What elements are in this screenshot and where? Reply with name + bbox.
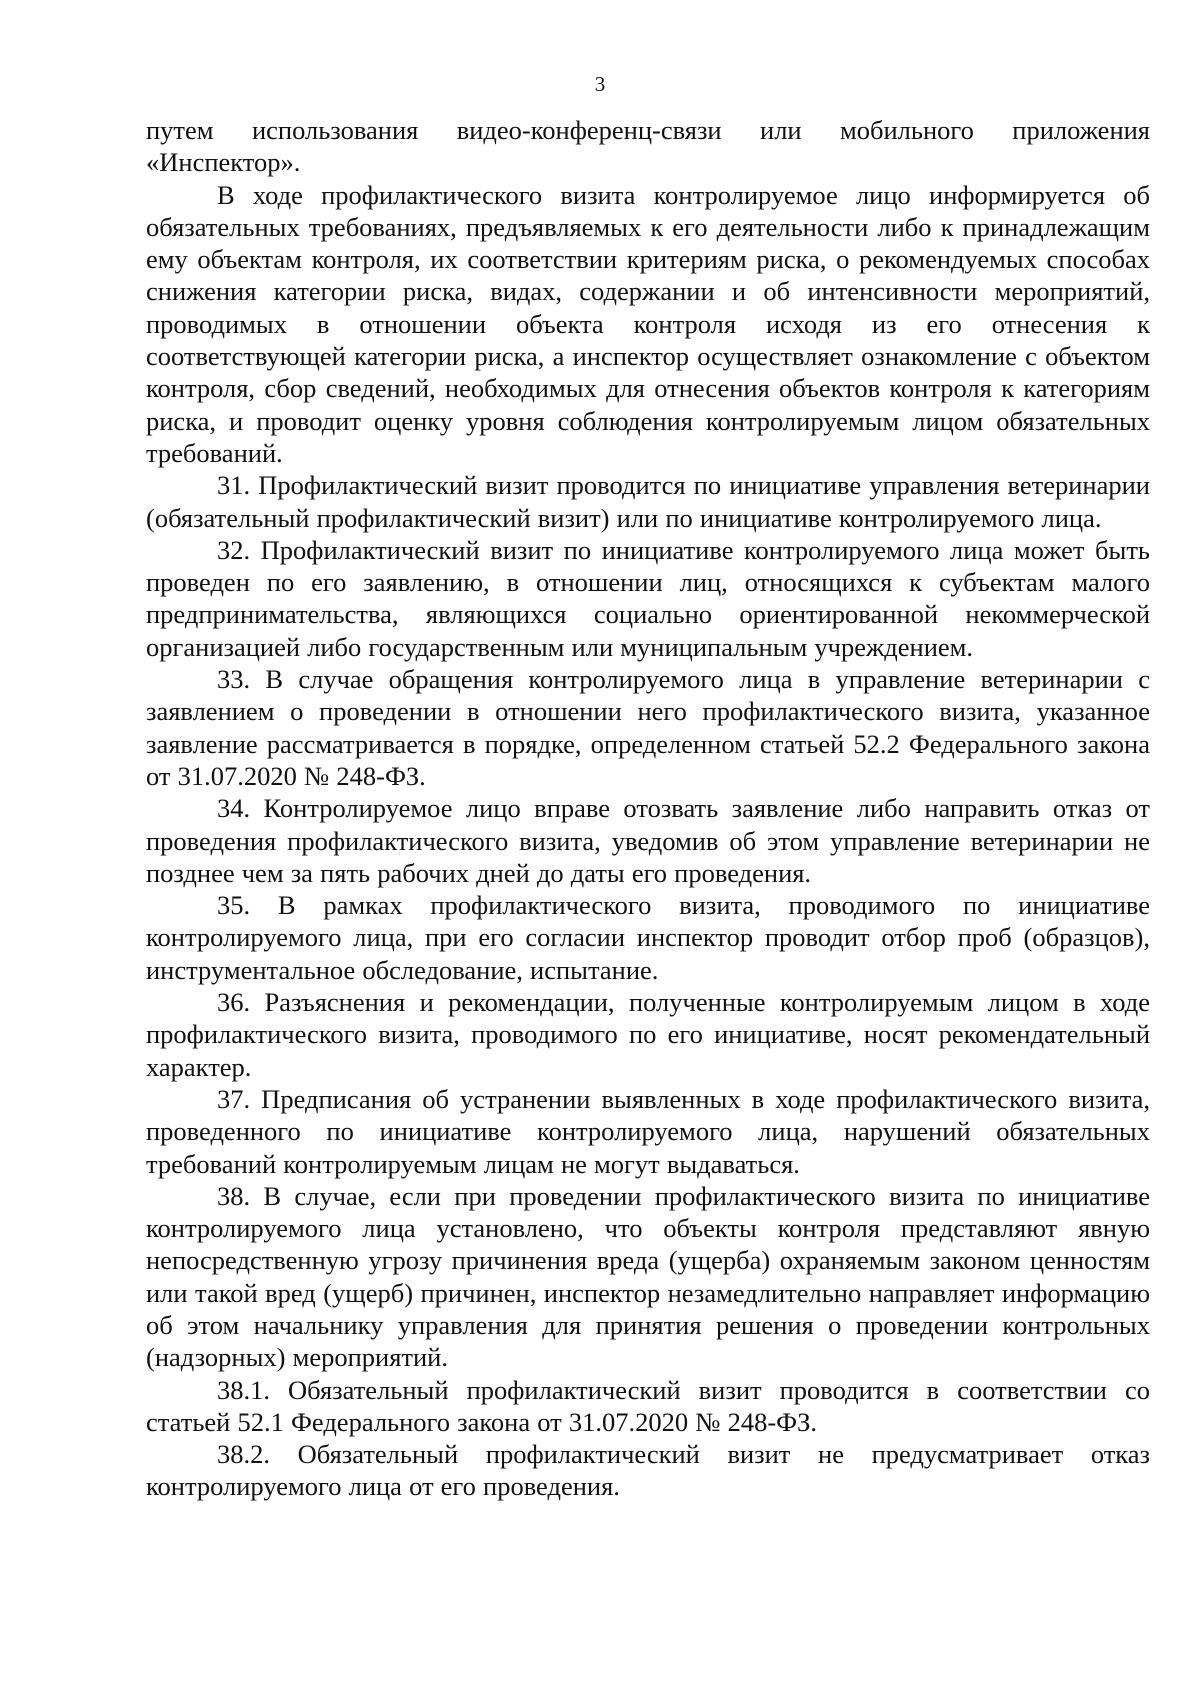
page-number: 3 [594, 72, 606, 96]
paragraph-38-1: 38.1. Обязательный профилактический визит проводится в соответствии со статьей 52.1 Федерального закона от 31.07.2020 № 248-ФЗ. [146, 1374, 1150, 1437]
paragraph-37: 37. Предписания об устранении выявленных в ходе профилактического визита, проведенного по инициативе контролируемого лица, нарушений обязательных требований контролируемым лицам не могут выдаваться. [146, 1083, 1150, 1179]
paragraph-31: 31. Профилактический визит проводится по инициативе управления ветеринарии (обязательный профилактический визит) или по инициативе контролируемого лица. [146, 470, 1150, 533]
paragraph-35: 35. В рамках профилактического визита, проводимого по инициативе контролируемого лица, при его согласии инспектор проводит отбор проб (образцов), инструментальное обследование, испытание. [146, 890, 1150, 985]
paragraph-visit-info: В ходе профилактического визита контролируемое лицо информируется об обязательных требованиях, предъявляемых к его деятельности либо к принадлежащим ему объектам контроля, их соответствии критериям риска, о рекомендуемых способах снижения категории риска, видах, содержании и об интенсивности мероприятий, проводимых в отношении объекта контроля исходя из его отнесения к соответствующей категории риска, а инспектор осуществляет ознакомление с объектом контроля, сбор сведений, необходимых для отнесения объектов контроля к категориям риска, и проводит оценку уровня соблюдения контролируемым лицом обязательных требований. [146, 179, 1150, 468]
paragraph-33: 33. В случае обращения контролируемого лица в управление ветеринарии с заявлением о проведении в отношении него профилактического визита, указанное заявление рассматривается в порядке, определенном статьей 52.2 Федерального закона от 31.07.2020 № 248-ФЗ. [146, 664, 1150, 791]
paragraph-32: 32. Профилактический визит по инициативе контролируемого лица может быть проведен по его заявлению, в отношении лиц, относящихся к субъектам малого предпринимательства, являющихся социально ориентированной некоммерческой организацией либо государственным или муниципальным учреждением. [146, 534, 1150, 662]
document-body [146, 114, 1150, 1503]
paragraph-36: 36. Разъяснения и рекомендации, полученные контролируемым лицом в ходе профилактического визита, проводимого по его инициативе, носят рекомендательный характер. [146, 987, 1150, 1082]
paragraph-38-2: 38.2. Обязательный профилактический визит не предусматривает отказ контролируемого лица от его проведения. [146, 1439, 1150, 1502]
paragraph-34: 34. Контролируемое лицо вправе отозвать заявление либо направить отказ от проведения профилактического визита, уведомив об этом управление ветеринарии не позднее чем за пять рабочих дней до даты его проведения. [146, 793, 1150, 888]
paragraph-continuation: путем использования видео-конференц-связи или мобильного приложения «Инспектор». [146, 115, 1150, 178]
paragraph-38: 38. В случае, если при проведении профилактического визита по инициативе контролируемого лица установлено, что объекты контроля представляют явную непосредственную угрозу причинения вреда (ущерба) охраняемым законом ценностям или такой вред (ущерб) причинен, инспектор незамедлительно направляет информацию об этом начальнику управления для принятия решения о проведении контрольных (надзорных) мероприятий. [146, 1180, 1150, 1373]
